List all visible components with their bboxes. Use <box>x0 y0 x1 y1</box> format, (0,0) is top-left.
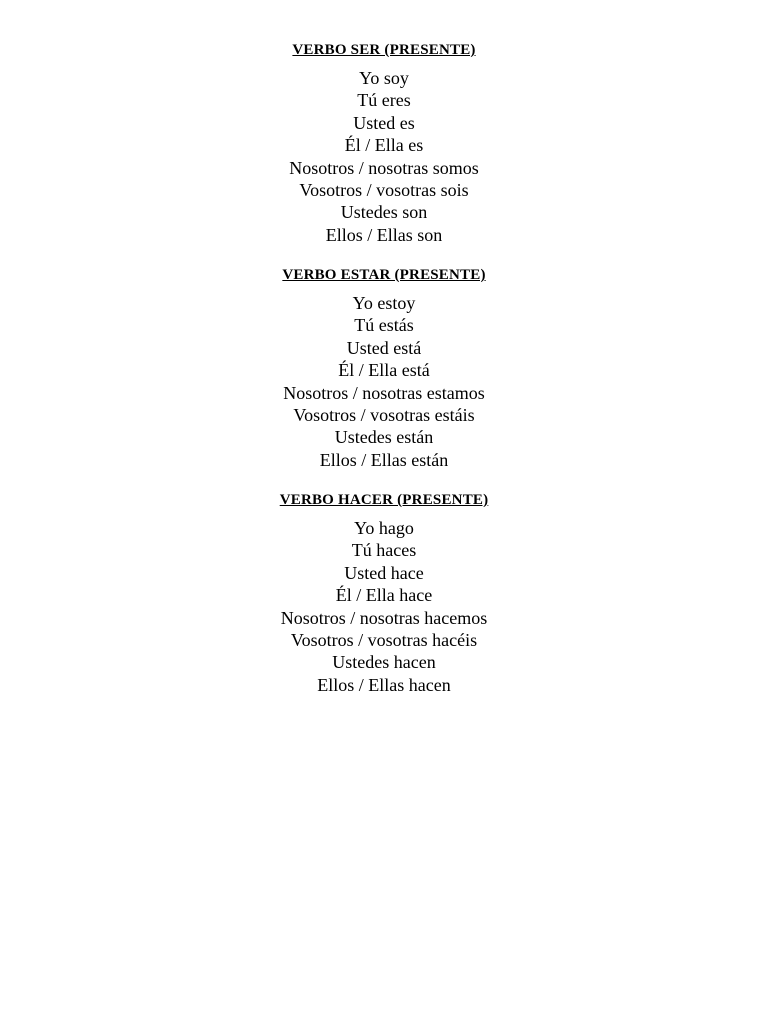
conjugation-line: Usted está <box>346 337 422 358</box>
conjugation-line: Vosotros / vosotras estáis <box>293 404 475 425</box>
conjugation-line: Tú eres <box>357 90 411 111</box>
conjugation-line: Ustedes son <box>340 202 428 223</box>
section-heading: VERBO SER (PRESENTE) <box>292 42 476 58</box>
section-verbo-hacer <box>0 491 768 696</box>
conjugation-line: Él / Ella hace <box>335 585 433 606</box>
conjugation-list <box>0 292 768 471</box>
section-verbo-estar <box>0 266 768 471</box>
conjugation-line: Ustedes están <box>334 427 434 448</box>
conjugation-line: Tú estás <box>354 315 414 336</box>
conjugation-line: Nosotros / nosotras hacemos <box>280 607 488 628</box>
conjugation-line: Él / Ella es <box>344 135 424 156</box>
section-heading: VERBO ESTAR (PRESENTE) <box>282 267 486 283</box>
conjugation-line: Yo estoy <box>352 293 416 313</box>
conjugation-line: Ustedes hacen <box>332 652 436 673</box>
conjugation-line: Ellos / Ellas están <box>319 449 449 470</box>
conjugation-list <box>0 67 768 246</box>
conjugation-line: Yo soy <box>359 68 409 88</box>
conjugation-line: Usted hace <box>344 562 424 583</box>
conjugation-line: Vosotros / vosotras hacéis <box>290 629 478 650</box>
section-heading: VERBO HACER (PRESENTE) <box>279 492 489 508</box>
conjugation-line: Nosotros / nosotras estamos <box>283 382 485 403</box>
section-verbo-ser <box>0 41 768 246</box>
conjugation-line: Nosotros / nosotras somos <box>289 157 479 178</box>
conjugation-list <box>0 517 768 696</box>
conjugation-line: Vosotros / vosotras sois <box>299 179 469 200</box>
conjugation-line: Ellos / Ellas hacen <box>317 674 451 695</box>
conjugation-line: Él / Ella está <box>338 360 430 381</box>
conjugation-line: Ellos / Ellas son <box>325 224 443 245</box>
conjugation-line: Usted es <box>353 112 415 133</box>
conjugation-line: Tú haces <box>351 540 417 561</box>
conjugation-line: Yo hago <box>354 518 414 538</box>
